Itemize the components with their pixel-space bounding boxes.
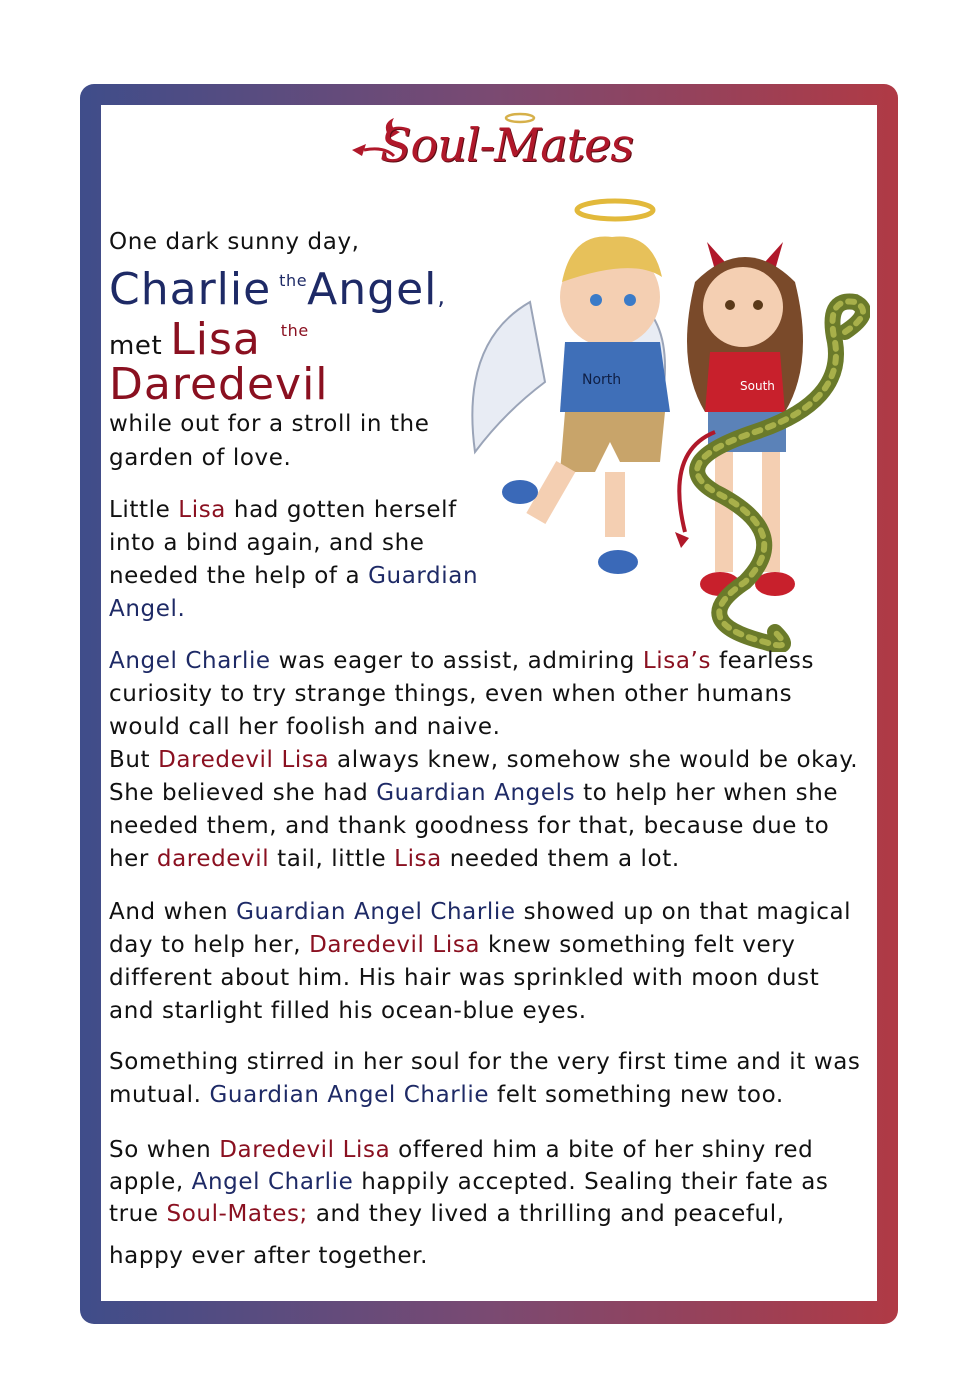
p6-text: and they lived a thrilling and peaceful, bbox=[307, 1201, 785, 1227]
p5-text: mutual. bbox=[109, 1082, 210, 1108]
p6-line-1 bbox=[109, 1134, 813, 1167]
p3-lisa: Lisa bbox=[394, 846, 442, 872]
the-word: the bbox=[279, 271, 308, 290]
p2-lisa: Lisa bbox=[178, 497, 226, 523]
p2-line-4 bbox=[109, 593, 185, 626]
p4-line-2 bbox=[109, 929, 795, 962]
p2-angel: Angel bbox=[109, 596, 178, 622]
p4-line-4: and starlight filled his ocean-blue eyes. bbox=[109, 998, 587, 1024]
the-word-2: the bbox=[280, 321, 309, 340]
p3-line-5 bbox=[109, 777, 838, 810]
charlie-name: Charlie bbox=[109, 264, 272, 315]
p3-guardian-angels: Guardian Angels bbox=[376, 780, 576, 806]
p2-line-3 bbox=[109, 560, 478, 593]
intro-line-b: garden of love. bbox=[109, 445, 292, 471]
logo-text: Soul-Mates bbox=[380, 118, 633, 172]
p6-text: So when bbox=[109, 1137, 220, 1163]
intro-title-line bbox=[109, 264, 446, 315]
p3-daredevil-lisa: Daredevil Lisa bbox=[158, 747, 330, 773]
svg-text:North: North bbox=[582, 372, 622, 388]
p6-daredevil-lisa: Daredevil Lisa bbox=[219, 1137, 391, 1163]
p2-text: Little bbox=[109, 497, 179, 523]
p2-guardian: Guardian bbox=[368, 563, 479, 589]
p3-text: her bbox=[109, 846, 157, 872]
p2-line-1 bbox=[109, 494, 457, 527]
intro-line-1: One dark sunny day, bbox=[109, 229, 360, 255]
p2-period: . bbox=[177, 596, 186, 622]
p4-text: day to help her, bbox=[109, 932, 310, 958]
p3-line-6: needed them, and thank goodness for that, because due to bbox=[109, 813, 830, 839]
p3-line-3: would call her foolish and naive. bbox=[109, 714, 501, 740]
p6-line-4: happy ever after together. bbox=[109, 1243, 429, 1269]
met-word: met bbox=[109, 331, 163, 361]
p4-guardian-angel-charlie: Guardian Angel Charlie bbox=[236, 899, 516, 925]
p3-daredevil: daredevil bbox=[156, 846, 270, 872]
p5-line-1: Something stirred in her soul for the very first time and it was bbox=[109, 1049, 861, 1075]
p6-text: true bbox=[109, 1201, 167, 1227]
daredevil-word: Daredevil bbox=[109, 359, 329, 410]
p5-guardian-angel-charlie: Guardian Angel Charlie bbox=[209, 1082, 490, 1108]
p6-angel-charlie: Angel Charlie bbox=[191, 1169, 354, 1195]
p3-text: was eager to assist, admiring bbox=[270, 648, 643, 674]
p3-lisas: Lisa’s bbox=[642, 648, 712, 674]
p3-line-7 bbox=[109, 843, 680, 876]
p4-text: knew something felt very bbox=[480, 932, 796, 958]
intro-line-a: while out for a stroll in the bbox=[109, 411, 430, 437]
p3-line-1 bbox=[109, 645, 814, 678]
p4-line-1 bbox=[109, 896, 851, 929]
p4-line-3: different about him. His hair was sprinkled with moon dust bbox=[109, 965, 820, 991]
angel-devil-illustration bbox=[470, 192, 870, 652]
p2-text: needed the help of a bbox=[109, 563, 369, 589]
p6-text: offered him a bite of her shiny red bbox=[390, 1137, 814, 1163]
svg-text:South: South bbox=[740, 379, 775, 393]
p2-text: had gotten herself bbox=[225, 497, 457, 523]
p3-text: tail, little bbox=[269, 846, 395, 872]
p3-text: She believed she had bbox=[109, 780, 377, 806]
p6-line-3 bbox=[109, 1198, 785, 1231]
p5-line-2 bbox=[109, 1079, 784, 1112]
p6-text: happily accepted. Sealing their fate as bbox=[353, 1169, 829, 1195]
title-comma: , bbox=[437, 282, 446, 310]
p4-text: And when bbox=[109, 899, 237, 925]
p6-soul-mates: Soul-Mates; bbox=[166, 1201, 308, 1227]
p5-text: felt something new too. bbox=[489, 1082, 784, 1108]
intro-met-line bbox=[109, 314, 309, 365]
p3-angel-charlie: Angel Charlie bbox=[109, 648, 271, 674]
p3-text: fearless bbox=[711, 648, 815, 674]
p3-text: to help her when she bbox=[575, 780, 839, 806]
p6-line-2 bbox=[109, 1166, 829, 1199]
p4-text: showed up on that magical bbox=[515, 899, 852, 925]
p3-text: needed them a lot. bbox=[441, 846, 680, 872]
lisa-name: Lisa bbox=[170, 314, 261, 365]
angel-word: Angel bbox=[307, 264, 438, 315]
p3-line-2: curiosity to try strange things, even when other humans bbox=[109, 681, 793, 707]
p4-daredevil-lisa: Daredevil Lisa bbox=[309, 932, 481, 958]
p3-line-4 bbox=[109, 744, 858, 777]
p3-text: But bbox=[109, 747, 159, 773]
p2-line-2: into a bind again, and she bbox=[109, 530, 425, 556]
p3-text: always knew, somehow she would be okay. bbox=[329, 747, 859, 773]
p6-text: apple, bbox=[109, 1169, 192, 1195]
